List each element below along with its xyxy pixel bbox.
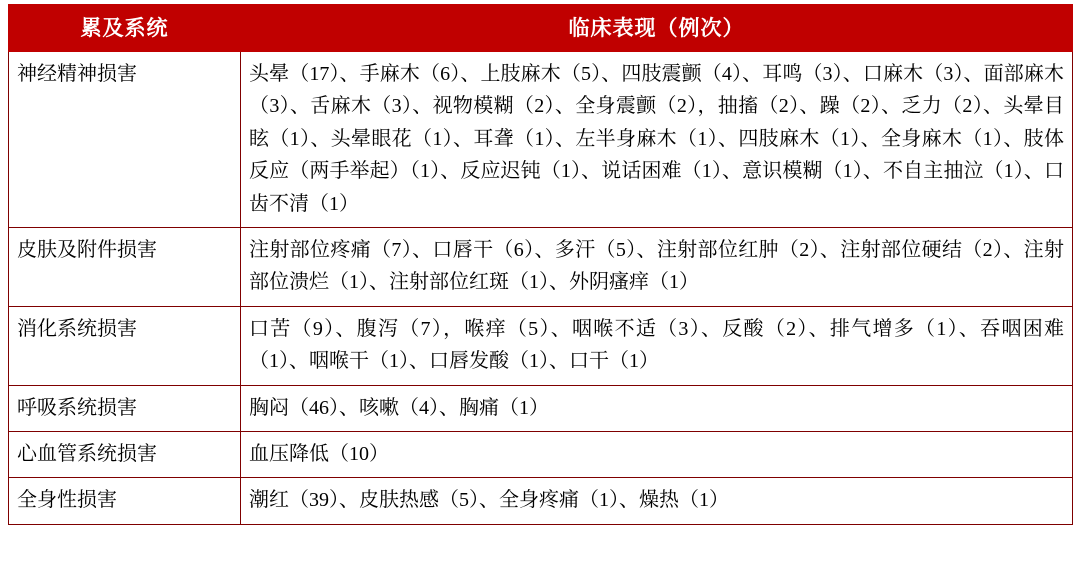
cell-manifestation: 注射部位疼痛（7）、口唇干（6）、多汗（5）、注射部位红肿（2）、注射部位硬结（2）、注射部位溃烂（1）、注射部位红斑（1）、外阴瘙痒（1） bbox=[241, 227, 1073, 306]
cell-system: 消化系统损害 bbox=[9, 306, 241, 385]
table-row bbox=[9, 306, 1073, 385]
table-header bbox=[9, 5, 1073, 52]
header-cell-manifestation: 临床表现（例次） bbox=[241, 5, 1073, 52]
cell-manifestation: 头晕（17）、手麻木（6）、上肢麻木（5）、四肢震颤（4）、耳鸣（3）、口麻木（3）、面部麻木（3）、舌麻木（3）、视物模糊（2）、全身震颤（2），抽搐（2）、躁（2）、乏力（2）、头晕目眩（1）、头晕眼花（1）、耳聋（1）、左半身麻木（1）、四肢麻木（1）、全身麻木（1）、肢体反应（两手举起）（1）、反应迟钝（1）、说话困难（1）、意识模糊（1）、不自主抽泣（1）、口齿不清（1） bbox=[241, 52, 1073, 228]
cell-system: 全身性损害 bbox=[9, 478, 241, 524]
adverse-reaction-table bbox=[8, 4, 1073, 525]
cell-manifestation: 胸闷（46）、咳嗽（4）、胸痛（1） bbox=[241, 385, 1073, 431]
cell-system: 神经精神损害 bbox=[9, 52, 241, 228]
table-row bbox=[9, 227, 1073, 306]
table-row bbox=[9, 478, 1073, 524]
header-row bbox=[9, 5, 1073, 52]
cell-system: 皮肤及附件损害 bbox=[9, 227, 241, 306]
cell-system: 心血管系统损害 bbox=[9, 431, 241, 477]
cell-manifestation: 潮红（39）、皮肤热感（5）、全身疼痛（1）、燥热（1） bbox=[241, 478, 1073, 524]
cell-system: 呼吸系统损害 bbox=[9, 385, 241, 431]
table-row bbox=[9, 385, 1073, 431]
table-row bbox=[9, 52, 1073, 228]
table-row bbox=[9, 431, 1073, 477]
adr-table-container bbox=[0, 4, 1080, 525]
header-cell-system: 累及系统 bbox=[9, 5, 241, 52]
cell-manifestation: 口苦（9）、腹泻（7），喉痒（5）、咽喉不适（3）、反酸（2）、排气增多（1）、吞咽困难（1）、咽喉干（1）、口唇发酸（1）、口干（1） bbox=[241, 306, 1073, 385]
cell-manifestation: 血压降低（10） bbox=[241, 431, 1073, 477]
table-body bbox=[9, 52, 1073, 525]
